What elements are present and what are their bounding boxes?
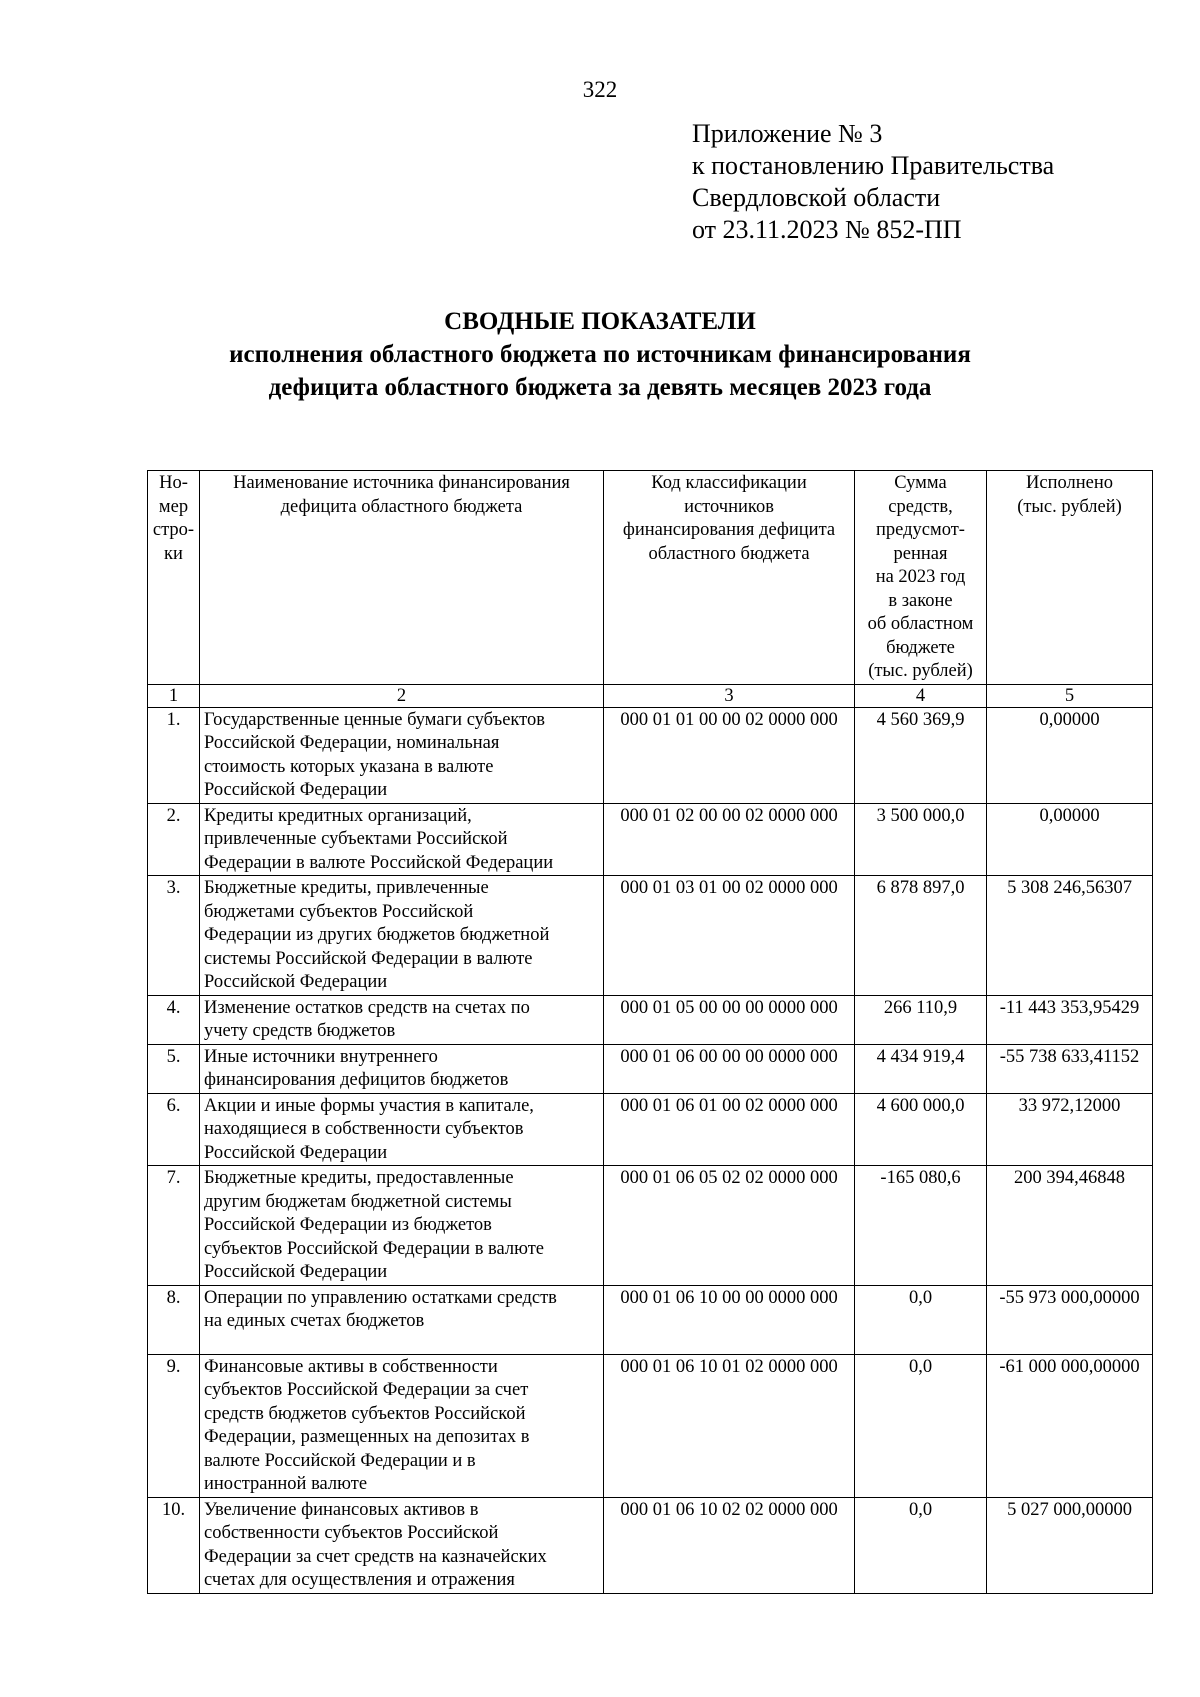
column-number: 5 — [987, 684, 1153, 707]
executed-amount: 33 972,12000 — [987, 1093, 1153, 1166]
planned-amount: 0,0 — [855, 1497, 987, 1593]
title-line: исполнения областного бюджета по источникам финансирования — [229, 341, 971, 368]
row-number: 4. — [148, 995, 200, 1044]
source-name: Иные источники внутреннего финансирования дефицитов бюджетов — [200, 1044, 604, 1093]
classification-code: 000 01 06 10 00 00 0000 000 — [604, 1285, 855, 1354]
table-header-row — [148, 471, 1153, 685]
source-name: Увеличение финансовых активов в собственности субъектов Российской Федерации за счет средств на казначейских счетах для осуществления и отражения — [200, 1497, 604, 1593]
table-row — [148, 1285, 1153, 1354]
source-name: Акции и иные формы участия в капитале, находящиеся в собственности субъектов Российской Федерации — [200, 1093, 604, 1166]
page-number: 322 — [582, 77, 618, 102]
classification-code: 000 01 06 00 00 00 0000 000 — [604, 1044, 855, 1093]
source-name: Изменение остатков средств на счетах по учету средств бюджетов — [200, 995, 604, 1044]
header-row-number: Но- мер стро- ки — [148, 471, 200, 685]
planned-amount: 6 878 897,0 — [855, 876, 987, 996]
row-number: 10. — [148, 1497, 200, 1593]
executed-amount: 5 027 000,00000 — [987, 1497, 1153, 1593]
row-number: 9. — [148, 1354, 200, 1497]
title-line: дефицита областного бюджета за девять месяцев 2023 года — [268, 374, 932, 401]
row-number: 7. — [148, 1166, 200, 1286]
row-number: 8. — [148, 1285, 200, 1354]
appendix-line: Приложение № 3 — [692, 119, 883, 148]
classification-code: 000 01 05 00 00 00 0000 000 — [604, 995, 855, 1044]
column-number: 3 — [604, 684, 855, 707]
planned-amount: -165 080,6 — [855, 1166, 987, 1286]
source-name: Государственные ценные бумаги субъектов Российской Федерации, номинальная стоимость которых указана в валюте Российской Федерации — [200, 707, 604, 803]
classification-code: 000 01 01 00 00 02 0000 000 — [604, 707, 855, 803]
table-row — [148, 707, 1153, 803]
planned-amount: 3 500 000,0 — [855, 803, 987, 876]
source-name: Операции по управлению остатками средств на единых счетах бюджетов — [200, 1285, 604, 1354]
table-row — [148, 1166, 1153, 1286]
appendix-line: Свердловской области — [692, 183, 941, 212]
column-number: 4 — [855, 684, 987, 707]
appendix-line: от 23.11.2023 № 852-ПП — [692, 215, 962, 244]
source-name: Бюджетные кредиты, предоставленные другим бюджетам бюджетной системы Российской Федерации из бюджетов субъектов Российской Федерации в валюте Российской Федерации — [200, 1166, 604, 1286]
executed-amount: -55 973 000,00000 — [987, 1285, 1153, 1354]
executed-amount: -11 443 353,95429 — [987, 995, 1153, 1044]
column-number: 1 — [148, 684, 200, 707]
planned-amount: 0,0 — [855, 1354, 987, 1497]
header-source-name: Наименование источника финансирования дефицита областного бюджета — [200, 471, 604, 685]
row-number: 5. — [148, 1044, 200, 1093]
source-name: Финансовые активы в собственности субъектов Российской Федерации за счет средств бюджетов субъектов Российской Федерации, размещенных на депозитах в валюте Российской Федерации и в иностранной валюте — [200, 1354, 604, 1497]
executed-amount: 5 308 246,56307 — [987, 876, 1153, 996]
classification-code: 000 01 06 05 02 02 0000 000 — [604, 1166, 855, 1286]
planned-amount: 4 560 369,9 — [855, 707, 987, 803]
column-number: 2 — [200, 684, 604, 707]
table-row — [148, 1497, 1153, 1593]
executed-amount: -61 000 000,00000 — [987, 1354, 1153, 1497]
appendix-reference — [692, 118, 1054, 246]
document-title — [0, 305, 1200, 404]
classification-code: 000 01 02 00 00 02 0000 000 — [604, 803, 855, 876]
classification-code: 000 01 06 10 01 02 0000 000 — [604, 1354, 855, 1497]
financing-sources-table — [147, 470, 1153, 1594]
classification-code: 000 01 06 10 02 02 0000 000 — [604, 1497, 855, 1593]
table-row — [148, 1354, 1153, 1497]
classification-code: 000 01 06 01 00 02 0000 000 — [604, 1093, 855, 1166]
appendix-line: к постановлению Правительства — [692, 151, 1055, 180]
planned-amount: 4 600 000,0 — [855, 1093, 987, 1166]
planned-amount: 0,0 — [855, 1285, 987, 1354]
table-row — [148, 995, 1153, 1044]
row-number: 6. — [148, 1093, 200, 1166]
row-number: 1. — [148, 707, 200, 803]
column-number-row — [148, 684, 1153, 707]
executed-amount: 200 394,46848 — [987, 1166, 1153, 1286]
source-name: Кредиты кредитных организаций, привлеченные субъектами Российской Федерации в валюте Российской Федерации — [200, 803, 604, 876]
planned-amount: 266 110,9 — [855, 995, 987, 1044]
table-row — [148, 1044, 1153, 1093]
classification-code: 000 01 03 01 00 02 0000 000 — [604, 876, 855, 996]
table-row — [148, 803, 1153, 876]
header-planned-amount: Сумма средств, предусмот- ренная на 2023 год в законе об областном бюджете (тыс. рублей) — [855, 471, 987, 685]
executed-amount: 0,00000 — [987, 803, 1153, 876]
executed-amount: -55 738 633,41152 — [987, 1044, 1153, 1093]
table-row — [148, 876, 1153, 996]
header-classification-code: Код классификации источников финансирования дефицита областного бюджета — [604, 471, 855, 685]
row-number: 2. — [148, 803, 200, 876]
header-executed-amount: Исполнено (тыс. рублей) — [987, 471, 1153, 685]
row-number: 3. — [148, 876, 200, 996]
source-name: Бюджетные кредиты, привлеченные бюджетами субъектов Российской Федерации из других бюджетов бюджетной системы Российской Федерации в валюте Российской Федерации — [200, 876, 604, 996]
table-row — [148, 1093, 1153, 1166]
executed-amount: 0,00000 — [987, 707, 1153, 803]
planned-amount: 4 434 919,4 — [855, 1044, 987, 1093]
title-line: СВОДНЫЕ ПОКАЗАТЕЛИ — [444, 308, 756, 335]
